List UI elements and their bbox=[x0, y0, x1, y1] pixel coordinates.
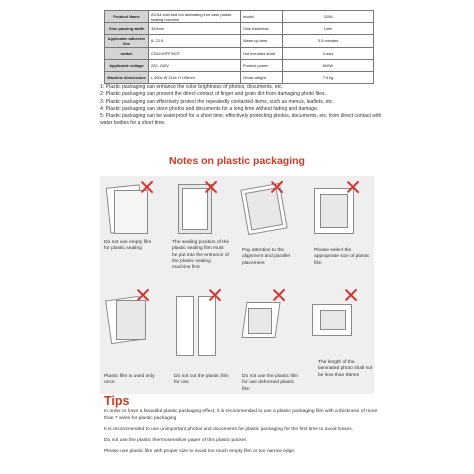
illustration-single-use bbox=[106, 288, 158, 342]
spec-value: 600W bbox=[283, 59, 374, 71]
spec-value: L 490x W 210x H 105mm bbox=[149, 71, 241, 83]
spec-row bbox=[105, 71, 374, 83]
tip-item: In order to have a beautiful plastic packaging effect, it is recommended to use a plastic packaging film with a thickness of more than 7 wires for plastic packaging bbox=[104, 409, 378, 421]
caption: Do not use empty film for plastic sealing bbox=[104, 240, 152, 252]
spec-value: A3 A4 cold and hot laminating iron case plastic sealing machine bbox=[149, 11, 241, 23]
tip-item: Do not use the plastic thermosensitive paper of this plastic packer. bbox=[104, 437, 248, 443]
spec-value: 8- 22.5 bbox=[149, 35, 241, 47]
cross-icon bbox=[204, 180, 218, 194]
cross-icon bbox=[140, 180, 154, 194]
spec-key: Product power bbox=[241, 59, 283, 71]
benefit-item: 2: Plastic packaging can prevent the direct contact of finger and grain dirt from damaging photo files. bbox=[100, 91, 326, 98]
spec-key: Gross weight bbox=[241, 71, 283, 83]
spec-value: 7.5 kg bbox=[283, 71, 374, 83]
spec-value: 3-5 minutes bbox=[283, 35, 374, 47]
cross-icon bbox=[344, 288, 358, 302]
cross-icon bbox=[136, 288, 150, 302]
caption: Do not cut the plastic film for use bbox=[174, 374, 229, 386]
spec-key: Hot mounted shaft bbox=[241, 47, 283, 59]
tips-list bbox=[104, 409, 386, 460]
spec-key: Product Name bbox=[105, 11, 149, 23]
illustration-min-length bbox=[308, 288, 360, 342]
benefit-item: 4: Plastic packaging can store photos and documents for a long time without fading and damage. bbox=[100, 105, 319, 112]
spec-key: Warm up time bbox=[241, 35, 283, 47]
tip-item: Please use plastic film with proper size to avoid too much empty film or too narrow edge. bbox=[104, 448, 296, 454]
spec-key: Glue thickness bbox=[241, 23, 283, 35]
caption: Plastic film is used only once bbox=[104, 374, 155, 386]
spec-value: 4-axis bbox=[283, 47, 374, 59]
section-title: Notes on plastic packaging bbox=[169, 155, 305, 167]
spec-key: switch bbox=[105, 47, 149, 59]
spec-key: Machine dimensions bbox=[105, 71, 149, 83]
caption: The length of the laminated photo shall not be less than 65mm bbox=[318, 360, 373, 378]
tips-title: Tips bbox=[104, 394, 130, 408]
cross-icon bbox=[208, 288, 222, 302]
spec-value: COLD/OFF/HOT bbox=[149, 47, 241, 59]
illustration-sealing-position bbox=[170, 180, 222, 234]
illustration-alignment bbox=[238, 180, 290, 234]
spec-row bbox=[105, 47, 374, 59]
spec-key: Applicable adhesive film bbox=[105, 35, 149, 47]
tip-item: It is recommended to use unimportant photos and documents for plastic packaging for the first time to avoid losses. bbox=[104, 426, 354, 432]
spec-row bbox=[105, 59, 374, 71]
caption: The sealing position of the plastic sealing film must be put into the entrance of the plastic sealing machine first bbox=[172, 240, 230, 271]
spec-row bbox=[105, 23, 374, 35]
benefits-list bbox=[100, 84, 390, 127]
caption: Please select the appropriate size of plastic film bbox=[314, 248, 370, 266]
spec-value: 320mm bbox=[149, 23, 241, 35]
illustration-film-size bbox=[308, 180, 360, 234]
illustration-deformed-film bbox=[238, 288, 290, 342]
benefit-item: 3: Plastic packaging can effectively protect the repeatedly contacted items, such as menus, leaflets, etc. bbox=[100, 98, 334, 105]
spec-row bbox=[105, 35, 374, 47]
spec-value: 1mm bbox=[283, 23, 374, 35]
spec-value: 320A bbox=[283, 11, 374, 23]
caption: Do not use the plastic film for use deformed plastic film bbox=[242, 374, 298, 392]
caption: Pay attention to the alignment and parallel placement bbox=[242, 248, 290, 266]
spec-value: 220- 240V bbox=[149, 59, 241, 71]
benefit-item: 1: Plastic packaging can enhance the color brightness of photos, documents, etc. bbox=[100, 84, 283, 90]
illustration-no-cut bbox=[172, 288, 224, 342]
spec-key: Applicable voltage bbox=[105, 59, 149, 71]
cross-icon bbox=[346, 180, 360, 194]
illustration-empty-film bbox=[106, 180, 158, 234]
spec-key: Glue passing width bbox=[105, 23, 149, 35]
spec-table bbox=[104, 10, 374, 84]
cross-icon bbox=[272, 288, 286, 302]
benefit-item: 5: Plastic packaging can be waterproof for a short time, effectively protecting photos, documents, etc. from direct contact with water bodies for a short time. bbox=[100, 113, 382, 127]
spec-key: model bbox=[241, 11, 283, 23]
spec-row bbox=[105, 11, 374, 23]
cross-icon bbox=[270, 180, 284, 194]
